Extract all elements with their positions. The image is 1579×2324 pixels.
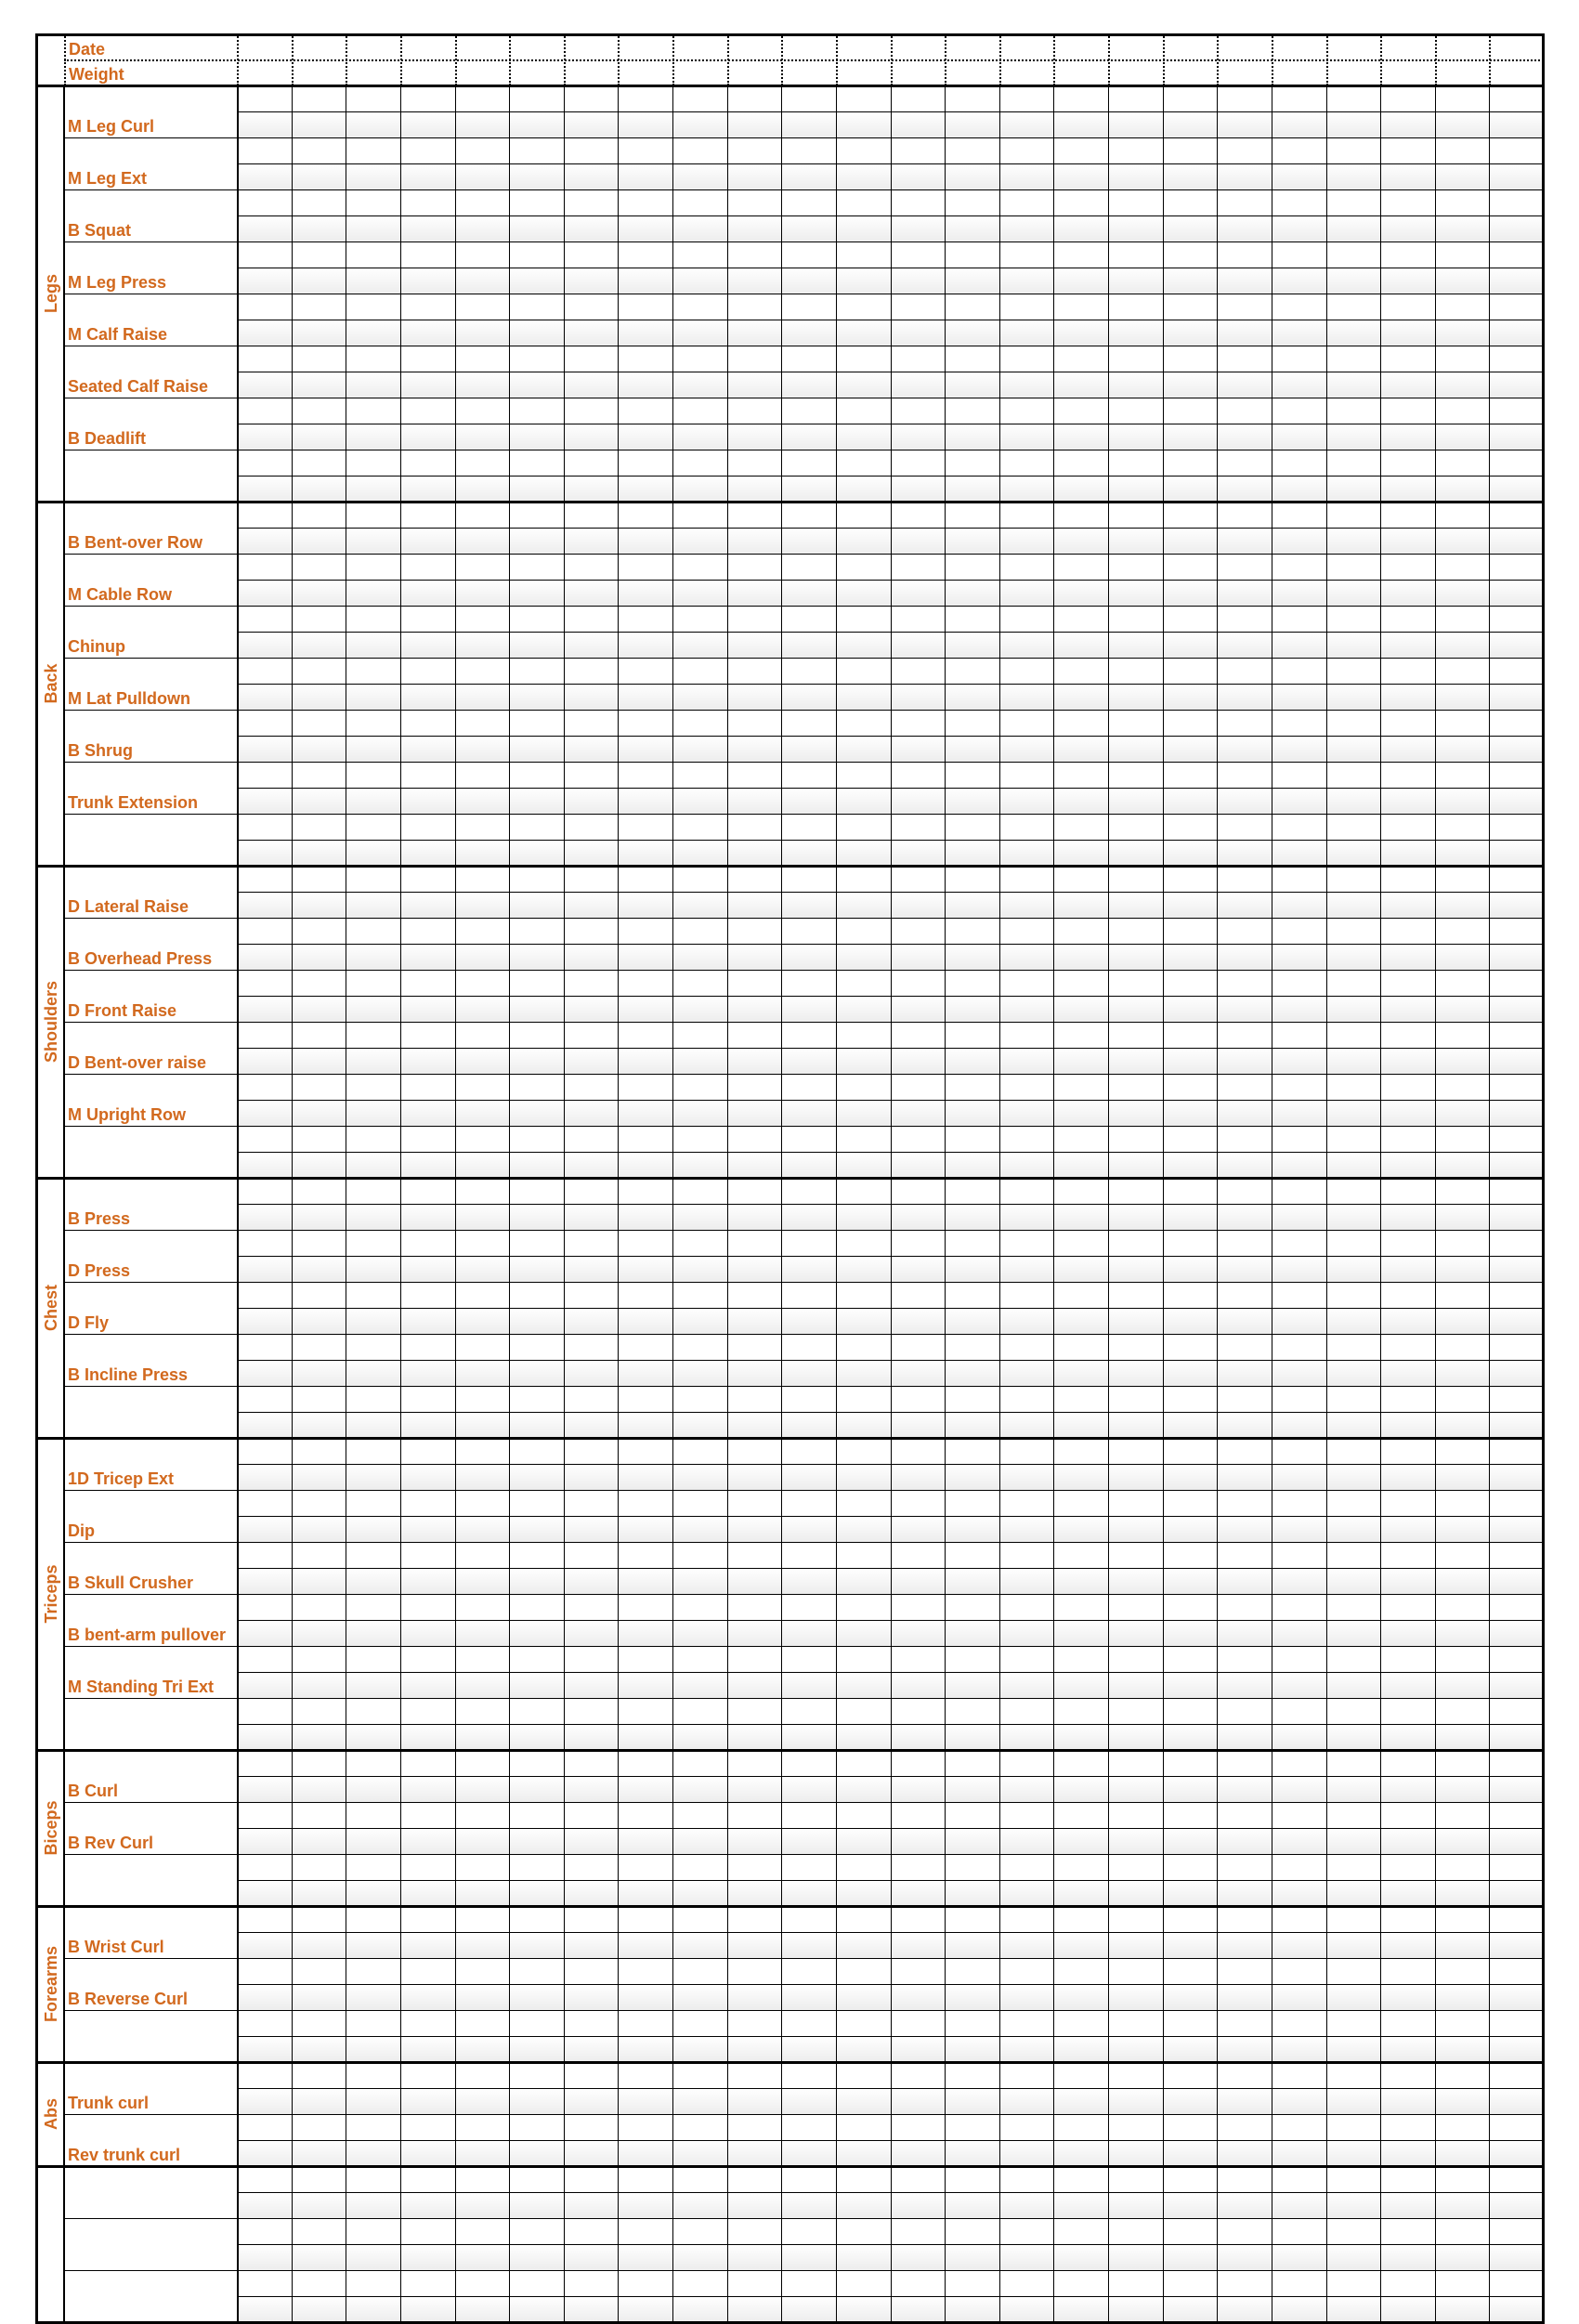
exercise-label: Trunk Extension bbox=[68, 793, 199, 812]
exercise-label: B Shrug bbox=[68, 741, 133, 760]
exercise-row-line bbox=[64, 1490, 1544, 1491]
group-label: Triceps bbox=[41, 1564, 60, 1624]
exercise-row-line bbox=[64, 2270, 1544, 2271]
date-column-line bbox=[945, 85, 946, 2322]
exercise-row-line bbox=[64, 1958, 1544, 1959]
header-column-line bbox=[1326, 33, 1328, 85]
group-border bbox=[35, 501, 1544, 503]
exercise-row-line bbox=[64, 554, 1544, 555]
header-column-line bbox=[1435, 33, 1437, 85]
date-column-line bbox=[781, 85, 782, 2322]
header-column-line bbox=[346, 33, 347, 85]
exercise-row-line bbox=[64, 814, 1544, 815]
group-border bbox=[35, 1177, 1544, 1180]
header-column-line bbox=[292, 33, 294, 85]
exercise-row-line bbox=[64, 2010, 1544, 2011]
exercise-row-line bbox=[64, 1230, 1544, 1231]
exercise-label: B Rev Curl bbox=[68, 1834, 154, 1852]
header-column-line bbox=[564, 33, 566, 85]
exercise-label: B Wrist Curl bbox=[68, 1938, 164, 1956]
date-column-line bbox=[1380, 85, 1381, 2322]
header-column-line bbox=[1217, 33, 1219, 85]
date-column-line bbox=[727, 85, 728, 2322]
header-column-line bbox=[1272, 33, 1273, 85]
group-border bbox=[35, 1905, 1544, 1908]
header-column-line bbox=[836, 33, 838, 85]
group-label: Biceps bbox=[41, 1800, 60, 1856]
exercise-label: M Calf Raise bbox=[68, 325, 168, 344]
exercise-label: M Leg Press bbox=[68, 273, 167, 292]
date-column-line bbox=[618, 85, 619, 2322]
header-column-line bbox=[509, 33, 511, 85]
header-column-line bbox=[945, 33, 946, 85]
exercise-row-line bbox=[64, 1594, 1544, 1595]
exercise-row-line bbox=[64, 658, 1544, 659]
exercise-row-line bbox=[64, 1542, 1544, 1543]
sheet-top-border bbox=[35, 33, 1544, 36]
exercise-label: B Bent-over Row bbox=[68, 533, 203, 552]
exercise-row-line bbox=[64, 1334, 1544, 1335]
date-column-line bbox=[672, 85, 673, 2322]
header-column-line bbox=[237, 33, 239, 85]
group-label: Chest bbox=[41, 1284, 60, 1332]
exercise-label: B Overhead Press bbox=[68, 949, 213, 968]
weight-header-label: Weight bbox=[69, 65, 124, 84]
exercise-row-line bbox=[64, 606, 1544, 607]
exercise-label: D Press bbox=[68, 1261, 131, 1280]
group-border bbox=[35, 1749, 1544, 1752]
header-divider bbox=[64, 59, 1544, 61]
date-column-line bbox=[1489, 85, 1490, 2322]
header-column-line bbox=[1053, 33, 1055, 85]
header-column-line bbox=[999, 33, 1001, 85]
header-column-line bbox=[781, 33, 783, 85]
date-column-line bbox=[1108, 85, 1109, 2322]
group-label: Abs bbox=[41, 2097, 60, 2131]
exercise-label: B Skull Crusher bbox=[68, 1573, 194, 1592]
exercise-label: M Upright Row bbox=[68, 1105, 186, 1124]
group-border bbox=[35, 2165, 1544, 2168]
exercise-row-line bbox=[64, 970, 1544, 971]
header-column-line bbox=[672, 33, 674, 85]
group-label: Forearms bbox=[41, 1945, 60, 2023]
exercise-row-line bbox=[64, 1646, 1544, 1647]
exercise-label: B Squat bbox=[68, 221, 132, 240]
header-name-col-line bbox=[64, 33, 66, 85]
exercise-label: D Fly bbox=[68, 1313, 110, 1332]
exercise-label: B Incline Press bbox=[68, 1365, 189, 1384]
date-column-line bbox=[1326, 85, 1327, 2322]
exercise-row-line bbox=[64, 1854, 1544, 1855]
date-column-line bbox=[1053, 85, 1054, 2322]
header-column-line bbox=[1108, 33, 1110, 85]
group-border bbox=[35, 1437, 1544, 1440]
exercise-label: B bent-arm pullover bbox=[68, 1625, 227, 1644]
exercise-label: M Lat Pulldown bbox=[68, 689, 190, 708]
header-column-line bbox=[1163, 33, 1165, 85]
exercise-row-line bbox=[64, 189, 1544, 190]
exercise-row-line bbox=[64, 2218, 1544, 2219]
header-column-line bbox=[400, 33, 402, 85]
group-label: Shoulders bbox=[41, 980, 60, 1064]
exercise-row-line bbox=[64, 1282, 1544, 1283]
exercise-label: D Bent-over raise bbox=[68, 1053, 207, 1072]
sheet-right-border bbox=[1542, 33, 1545, 2324]
exercise-label: M Cable Row bbox=[68, 585, 173, 604]
exercise-row-line bbox=[64, 1022, 1544, 1023]
date-column-line bbox=[891, 85, 892, 2322]
date-column-line bbox=[564, 85, 565, 2322]
exercise-label: D Lateral Raise bbox=[68, 897, 189, 916]
group-label: Back bbox=[41, 663, 60, 704]
exercise-row-line bbox=[64, 2114, 1544, 2115]
exercise-row-line bbox=[64, 762, 1544, 763]
workout-log-sheet bbox=[35, 33, 1544, 2322]
header-column-line bbox=[891, 33, 893, 85]
exercise-row-line bbox=[64, 1386, 1544, 1387]
exercise-row-line bbox=[64, 1802, 1544, 1803]
header-column-line bbox=[727, 33, 729, 85]
exercise-label: Seated Calf Raise bbox=[68, 377, 209, 396]
date-column-line bbox=[509, 85, 510, 2322]
exercise-label: Chinup bbox=[68, 637, 125, 656]
date-column-line bbox=[999, 85, 1000, 2322]
group-border bbox=[35, 865, 1544, 868]
exercise-label: 1D Tricep Ext bbox=[68, 1469, 175, 1488]
group-border bbox=[35, 2061, 1544, 2064]
exercise-row-line bbox=[64, 137, 1544, 138]
header-column-line bbox=[1489, 33, 1491, 85]
sheet-left-border bbox=[35, 33, 38, 2324]
exercise-label: M Standing Tri Ext bbox=[68, 1678, 215, 1696]
exercise-row-line bbox=[64, 710, 1544, 711]
date-column-line bbox=[1435, 85, 1436, 2322]
exercise-label: M Leg Curl bbox=[68, 117, 154, 136]
exercise-label: B Curl bbox=[68, 1782, 118, 1800]
exercise-label: M Leg Ext bbox=[68, 169, 148, 188]
date-column-line bbox=[455, 85, 456, 2322]
group-label: Legs bbox=[41, 273, 60, 314]
exercise-label: B Deadlift bbox=[68, 429, 147, 448]
exercise-label: D Front Raise bbox=[68, 1001, 177, 1020]
header-column-line bbox=[1380, 33, 1382, 85]
exercise-row-line bbox=[64, 1126, 1544, 1127]
exercise-row-line bbox=[64, 918, 1544, 919]
header-column-line bbox=[455, 33, 457, 85]
date-column-line bbox=[400, 85, 401, 2322]
date-header-label: Date bbox=[69, 40, 106, 59]
exercise-label: B Reverse Curl bbox=[68, 1990, 189, 2008]
header-column-line bbox=[618, 33, 620, 85]
exercise-row-line bbox=[64, 1698, 1544, 1699]
exercise-label: Dip bbox=[68, 1521, 95, 1540]
exercise-label: Trunk curl bbox=[68, 2094, 150, 2112]
name-column-line bbox=[237, 85, 239, 2322]
date-column-line bbox=[292, 85, 293, 2322]
date-column-line bbox=[836, 85, 837, 2322]
header-bottom-border bbox=[35, 85, 1544, 87]
exercise-label: B Press bbox=[68, 1209, 131, 1228]
date-column-line bbox=[1163, 85, 1164, 2322]
exercise-label: Rev trunk curl bbox=[68, 2146, 181, 2164]
group-column-line bbox=[63, 85, 65, 2322]
date-column-line bbox=[1217, 85, 1218, 2322]
exercise-row-line bbox=[64, 1074, 1544, 1075]
